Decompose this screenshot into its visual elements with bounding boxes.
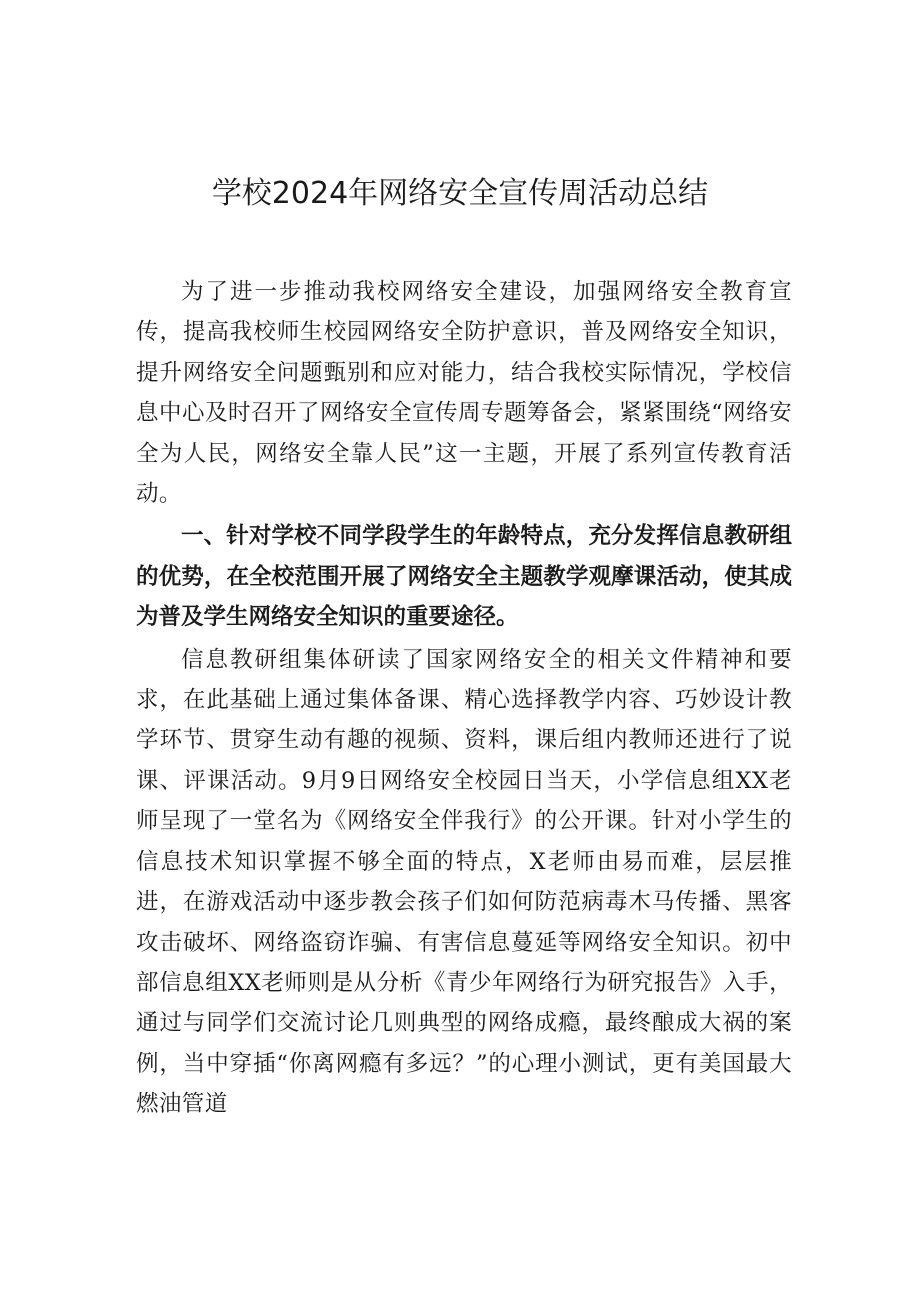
section-heading-1: 一、针对学校不同学段学生的年龄特点，充分发挥信息教研组的优势，在全校范围开展了网络安全主题教学观摩课活动，使其成为普及学生网络安全知识的重要途径。 <box>136 523 792 631</box>
document-title: 学校2024年网络安全宣传周活动总结 <box>211 176 709 211</box>
intro-paragraph: 为了进一步推动我校网络安全建设，加强网络安全教育宣传，提高我校师生校园网络安全防护意识，普及网络安全知识，提升网络安全问题甄别和应对能力，结合我校实际情况，学校信息中心及时召开了网络安全宣传周专题筹备会，紧紧围绕“网络安全为人民，网络安全靠人民”这一主题，开展了系列宣传教育活动。 <box>136 279 792 508</box>
body-paragraph: 信息教研组集体研读了国家网络安全的相关文件精神和要求，在此基础上通过集体备课、精心选择教学内容、巧妙设计教学环节、贯穿生动有趣的视频、资料，课后组内教师还进行了说课、评课活动。9月9日网络安全校园日当天，小学信息组XX老师呈现了一堂名为《网络安全伴我行》的公开课。针对小学生的信息技术知识掌握不够全面的特点，X老师由易而难，层层推进，在游戏活动中逐步教会孩子们如何防范病毒木马传播、黑客攻击破坏、网络盗窃诈骗、有害信息蔓延等网络安全知识。初中部信息组XX老师则是从分析《青少年网络行为研究报告》入手，通过与同学们交流讨论几则典型的网络成瘾，最终酿成大祸的案例，当中穿插“你离网瘾有多远？”的心理小测试，更有美国最大燃油管道 <box>136 646 792 1118</box>
document-body <box>136 272 792 1125</box>
